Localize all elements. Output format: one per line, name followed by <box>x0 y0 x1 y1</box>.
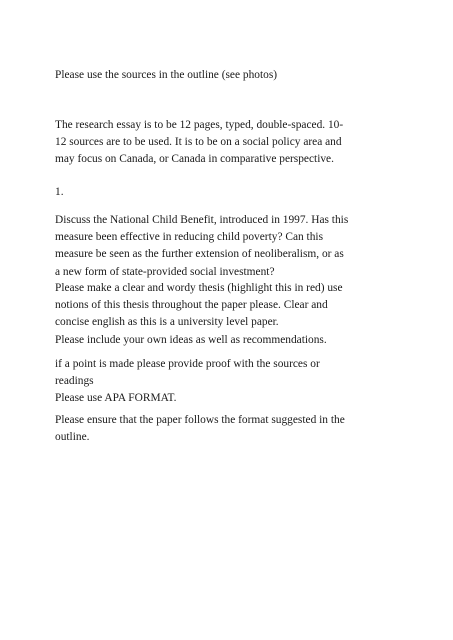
paragraph-essay-question: Discuss the National Child Benefit, introduced in 1997. Has this measure been effective in reducing child poverty? Can this measure be seen as the further extension of neoliberalism, or as a new form of state-provided social investment? <box>55 214 349 278</box>
paragraph-format-instructions: Please ensure that the paper follows the format suggested in the outline. <box>55 414 345 444</box>
paragraph-thesis-instructions: Please make a clear and wordy thesis (highlight this in red) use notions of this thesis throughout the paper please. Clear and concise english as this is a university level paper. Please include your own ideas as well as recommendations. <box>55 282 343 346</box>
paragraph-essay-requirements: The research essay is to be 12 pages, typed, double-spaced. 10- 12 sources are to be used. It is to be on a social policy area and may focus on Canada, or Canada in comparative perspective. <box>55 119 344 166</box>
paragraph-item-number: 1. <box>55 186 64 198</box>
paragraph-sources-instruction: Please use the sources in the outline (see photos) <box>55 69 278 81</box>
paragraph-citation-instructions: if a point is made please provide proof with the sources or readings Please use APA FORMAT. <box>55 358 320 405</box>
